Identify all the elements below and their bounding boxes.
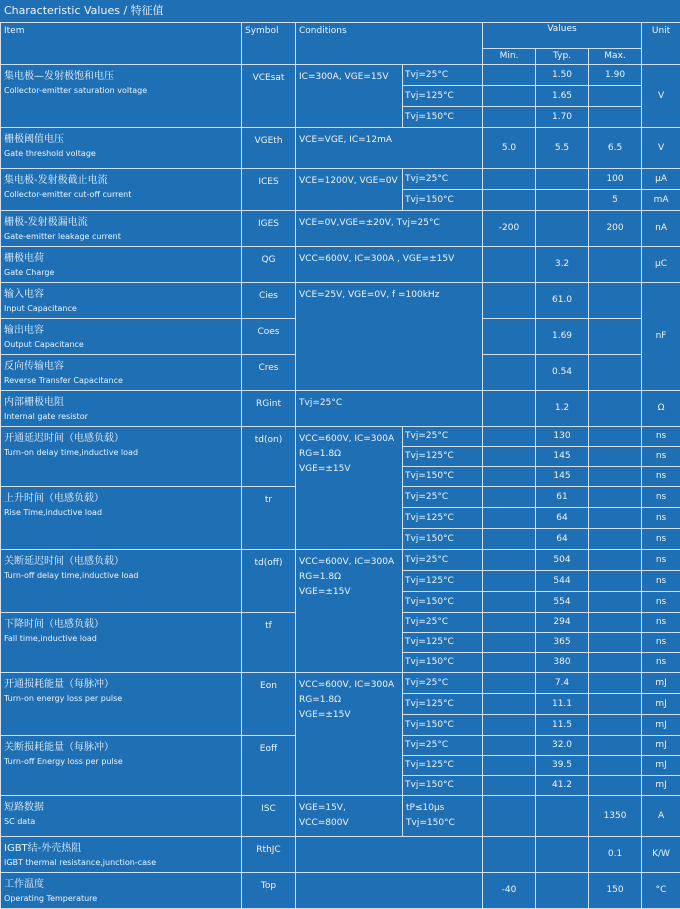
- item-tdon: [1, 427, 242, 487]
- temp-25: Tvj=25°C: [403, 613, 483, 633]
- cond-line: VGE=15V,: [299, 803, 346, 813]
- item-label-zh: 内部栅极电阻: [4, 397, 64, 408]
- symbol-eoff: Eoff: [242, 736, 296, 796]
- temp-25: Tvj=25°C: [403, 169, 483, 190]
- eon-typ-150: 11.5: [536, 715, 589, 736]
- vcesat-max-25: 1.90: [589, 65, 642, 86]
- item-label-zh: 开通损耗能量（每脉冲）: [4, 679, 114, 690]
- temp-25: Tvj=25°C: [403, 673, 483, 694]
- item-label-en: Turn-off delay time,inductive load: [4, 571, 139, 580]
- tr-typ-125: 64: [536, 508, 589, 529]
- qg-typ: 3.2: [536, 247, 589, 283]
- symbol-tf: tf: [242, 613, 296, 673]
- iges-min: -200: [483, 211, 536, 247]
- temp-25: Tvj=25°C: [403, 550, 483, 571]
- temp-150: Tvj=150°C: [403, 653, 483, 673]
- tdoff-unit-150: ns: [642, 592, 680, 613]
- item-tr: [1, 487, 242, 550]
- tr-typ-150: 64: [536, 529, 589, 550]
- tdoff-unit-25: ns: [642, 550, 680, 571]
- temp-125: Tvj=125°C: [403, 508, 483, 529]
- symbol-rth: RthJC: [242, 837, 296, 873]
- temp-125: Tvj=125°C: [403, 447, 483, 467]
- tr-unit-125: ns: [642, 508, 680, 529]
- temp-150: Tvj=150°C: [403, 467, 483, 487]
- cond-line: RG=1.8Ω: [299, 695, 341, 705]
- ices-unit-150: mA: [642, 190, 680, 211]
- item-tdoff: [1, 550, 242, 613]
- tr-unit-150: ns: [642, 529, 680, 550]
- eoff-typ-125: 39.5: [536, 756, 589, 776]
- cond-line: VCC=600V, IC=300A: [299, 680, 395, 690]
- cond-switching-off: [296, 550, 403, 673]
- header-symbol: Symbol: [242, 23, 296, 65]
- symbol-vcesat: VCEsat: [242, 65, 296, 128]
- rgint-typ: 1.2: [536, 391, 589, 427]
- tf-typ-125: 365: [536, 633, 589, 653]
- temp-125: Tvj=125°C: [403, 633, 483, 653]
- tdon-typ-125: 145: [536, 447, 589, 467]
- cres-typ: 0.54: [536, 355, 589, 391]
- item-label-en: Turn-on energy loss per pulse: [4, 694, 123, 703]
- header-values: Values: [483, 23, 642, 49]
- item-label-en: Turn-off Energy loss per pulse: [4, 757, 123, 766]
- symbol-cres: Cres: [242, 355, 296, 391]
- tdon-unit-25: ns: [642, 427, 680, 447]
- tr-typ-25: 61: [536, 487, 589, 508]
- item-label-en: Internal gate resistor: [4, 412, 88, 421]
- temp-150: Tvj=150°C: [403, 776, 483, 796]
- top-unit: °C: [642, 873, 680, 909]
- symbol-tdon: td(on): [242, 427, 296, 487]
- cond-line: Tvj=150°C: [406, 818, 455, 828]
- vgeth-min: 5.0: [483, 128, 536, 169]
- header-unit: Unit: [642, 23, 680, 65]
- symbol-eon: Eon: [242, 673, 296, 736]
- item-isc: [1, 796, 242, 837]
- tf-unit-150: ns: [642, 653, 680, 673]
- item-ices: [1, 169, 242, 211]
- table-title: Characteristic Values / 特征值: [4, 4, 164, 17]
- item-coes: [1, 319, 242, 355]
- top-min: -40: [483, 873, 536, 909]
- vcesat-typ-25: 1.50: [536, 65, 589, 86]
- qg-unit: µC: [642, 247, 680, 283]
- cond-isc: [296, 796, 403, 837]
- tf-typ-25: 294: [536, 613, 589, 633]
- item-vgeth: [1, 128, 242, 169]
- cond-vgeth: VCE=VGE, IC=12mA: [296, 128, 483, 169]
- cond-line: VCC=800V: [299, 818, 349, 828]
- item-label-en: Gate Charge: [4, 268, 55, 277]
- item-cies: [1, 283, 242, 319]
- eoff-unit-25: mJ: [642, 736, 680, 756]
- item-label-en: Output Capacitance: [4, 340, 84, 349]
- temp-25: Tvj=25°C: [403, 427, 483, 447]
- item-label-zh: 栅极阈值电压: [4, 134, 64, 145]
- ices-unit-25: µA: [642, 169, 680, 190]
- cies-typ: 61.0: [536, 283, 589, 319]
- item-label-en: Reverse Transfer Capacitance: [4, 376, 123, 385]
- vgeth-typ: 5.5: [536, 128, 589, 169]
- cond-line: RG=1.8Ω: [299, 572, 341, 582]
- cond-switching-on: [296, 427, 403, 550]
- vcesat-typ-125: 1.65: [536, 86, 589, 107]
- temp-25: Tvj=25°C: [403, 736, 483, 756]
- capacitance-unit: nF: [642, 283, 680, 391]
- cond-line: VCC=600V, IC=300A: [299, 434, 395, 444]
- symbol-rgint: RGint: [242, 391, 296, 427]
- temp-150: Tvj=150°C: [403, 107, 483, 128]
- eoff-unit-150: mJ: [642, 776, 680, 796]
- cond-rgint: Tvj=25°C: [296, 391, 483, 427]
- item-top: [1, 873, 242, 909]
- item-label-en: Collector-emitter saturation voltage: [4, 86, 148, 95]
- item-label-zh: 反向传输电容: [4, 361, 64, 372]
- vgeth-max: 6.5: [589, 128, 642, 169]
- temp-125: Tvj=125°C: [403, 694, 483, 715]
- cond-line: tP≤10µs: [406, 803, 445, 813]
- symbol-iges: IGES: [242, 211, 296, 247]
- isc-max: 1350: [589, 796, 642, 837]
- tdon-typ-150: 145: [536, 467, 589, 487]
- item-label-en: Turn-on delay time,inductive load: [4, 448, 139, 457]
- item-label-zh: 工作温度: [4, 879, 44, 890]
- symbol-vgeth: VGEth: [242, 128, 296, 169]
- item-label-zh: 关断延迟时间（电感负载）: [4, 556, 124, 567]
- eon-unit-25: mJ: [642, 673, 680, 694]
- tdoff-typ-25: 504: [536, 550, 589, 571]
- cond-qg: VCC=600V, IC=300A , VGE=±15V: [296, 247, 483, 283]
- temp-150: Tvj=150°C: [403, 529, 483, 550]
- eon-unit-125: mJ: [642, 694, 680, 715]
- item-tf: [1, 613, 242, 673]
- cond-line: VGE=±15V: [299, 587, 351, 597]
- item-label-en: Operating Temperature: [4, 894, 98, 903]
- cond-isc-temp: [403, 796, 483, 837]
- symbol-top: Top: [242, 873, 296, 909]
- item-label-en: Collector-emitter cut-off current: [4, 190, 132, 199]
- rth-unit: K/W: [642, 837, 680, 873]
- vgeth-unit: V: [642, 128, 680, 169]
- item-label-en: SC data: [4, 817, 36, 826]
- item-label-zh: 开通延迟时间（电感负载）: [4, 433, 124, 444]
- item-label-zh: 输出电容: [4, 325, 44, 336]
- eon-typ-125: 11.1: [536, 694, 589, 715]
- item-label-zh: 集电极—发射极饱和电压: [4, 71, 114, 82]
- item-label-zh: 短路数据: [4, 802, 44, 813]
- tdoff-typ-125: 544: [536, 571, 589, 592]
- eon-typ-25: 7.4: [536, 673, 589, 694]
- cond-iges: VCE=0V,VGE=±20V, Tvj=25°C: [296, 211, 483, 247]
- item-label-en: Gate-emitter leakage current: [4, 232, 121, 241]
- header-max: Max.: [589, 49, 642, 65]
- vcesat-typ-150: 1.70: [536, 107, 589, 128]
- eon-unit-150: mJ: [642, 715, 680, 736]
- item-label-en: Gate threshold voltage: [4, 149, 96, 158]
- rgint-unit: Ω: [642, 391, 680, 427]
- tdon-unit-125: ns: [642, 447, 680, 467]
- symbol-cies: Cies: [242, 283, 296, 319]
- item-label-zh: IGBT结-外壳热阻: [4, 843, 82, 854]
- item-label-en: Rise Time,inductive load: [4, 508, 103, 517]
- vcesat-unit: V: [642, 65, 680, 128]
- tdon-typ-25: 130: [536, 427, 589, 447]
- rth-max: 0.1: [589, 837, 642, 873]
- iges-unit: nA: [642, 211, 680, 247]
- tdoff-typ-150: 554: [536, 592, 589, 613]
- characteristic-values-table: [0, 22, 680, 909]
- header-item: Item: [1, 23, 242, 65]
- tf-typ-150: 380: [536, 653, 589, 673]
- isc-unit: A: [642, 796, 680, 837]
- item-label-zh: 下降时间（电感负载）: [4, 619, 104, 630]
- item-label-en: IGBT thermal resistance,junction-case: [4, 858, 157, 867]
- item-cres: [1, 355, 242, 391]
- cond-line: RG=1.8Ω: [299, 449, 341, 459]
- coes-typ: 1.69: [536, 319, 589, 355]
- item-label-zh: 栅极电荷: [4, 253, 44, 264]
- tf-unit-125: ns: [642, 633, 680, 653]
- item-label-zh: 输入电容: [4, 289, 44, 300]
- symbol-tr: tr: [242, 487, 296, 550]
- temp-125: Tvj=125°C: [403, 756, 483, 776]
- eoff-typ-25: 32.0: [536, 736, 589, 756]
- cond-line: VGE=±15V: [299, 464, 351, 474]
- tdoff-unit-125: ns: [642, 571, 680, 592]
- symbol-tdoff: td(off): [242, 550, 296, 613]
- item-label-en: Input Capacitance: [4, 304, 77, 313]
- temp-150: Tvj=150°C: [403, 592, 483, 613]
- ices-max-150: 5: [589, 190, 642, 211]
- item-eoff: [1, 736, 242, 796]
- item-eon: [1, 673, 242, 736]
- item-vcesat: [1, 65, 242, 128]
- temp-125: Tvj=125°C: [403, 571, 483, 592]
- tdon-unit-150: ns: [642, 467, 680, 487]
- temp-25: Tvj=25°C: [403, 65, 483, 86]
- cond-cies: VCE=25V, VGE=0V, f =100kHz: [296, 283, 483, 391]
- header-typ: Typ.: [536, 49, 589, 65]
- item-label-zh: 栅极-发射极漏电流: [4, 217, 88, 228]
- item-label-en: Fall time,inductive load: [4, 634, 97, 643]
- top-max: 150: [589, 873, 642, 909]
- eoff-typ-150: 41.2: [536, 776, 589, 796]
- symbol-qg: QG: [242, 247, 296, 283]
- item-iges: [1, 211, 242, 247]
- cond-line: VGE=±15V: [299, 710, 351, 720]
- cond-energy: [296, 673, 403, 796]
- item-label-zh: 集电极-发射极截止电流: [4, 175, 108, 186]
- header-conditions: Conditions: [296, 23, 483, 65]
- symbol-isc: ISC: [242, 796, 296, 837]
- symbol-coes: Coes: [242, 319, 296, 355]
- temp-25: Tvj=25°C: [403, 487, 483, 508]
- cond-line: VCC=600V, IC=300A: [299, 557, 395, 567]
- item-label-zh: 上升时间（电感负载）: [4, 493, 104, 504]
- symbol-ices: ICES: [242, 169, 296, 211]
- iges-max: 200: [589, 211, 642, 247]
- temp-125: Tvj=125°C: [403, 86, 483, 107]
- cond-vcesat: IC=300A, VGE=15V: [296, 65, 403, 128]
- item-rth: [1, 837, 242, 873]
- temp-150: Tvj=150°C: [403, 190, 483, 211]
- item-rgint: [1, 391, 242, 427]
- tr-unit-25: ns: [642, 487, 680, 508]
- header-min: Min.: [483, 49, 536, 65]
- item-qg: [1, 247, 242, 283]
- eoff-unit-125: mJ: [642, 756, 680, 776]
- temp-150: Tvj=150°C: [403, 715, 483, 736]
- ices-max-25: 100: [589, 169, 642, 190]
- tf-unit-25: ns: [642, 613, 680, 633]
- cond-ices: VCE=1200V, VGE=0V: [296, 169, 403, 211]
- item-label-zh: 关断损耗能量（每脉冲）: [4, 742, 114, 753]
